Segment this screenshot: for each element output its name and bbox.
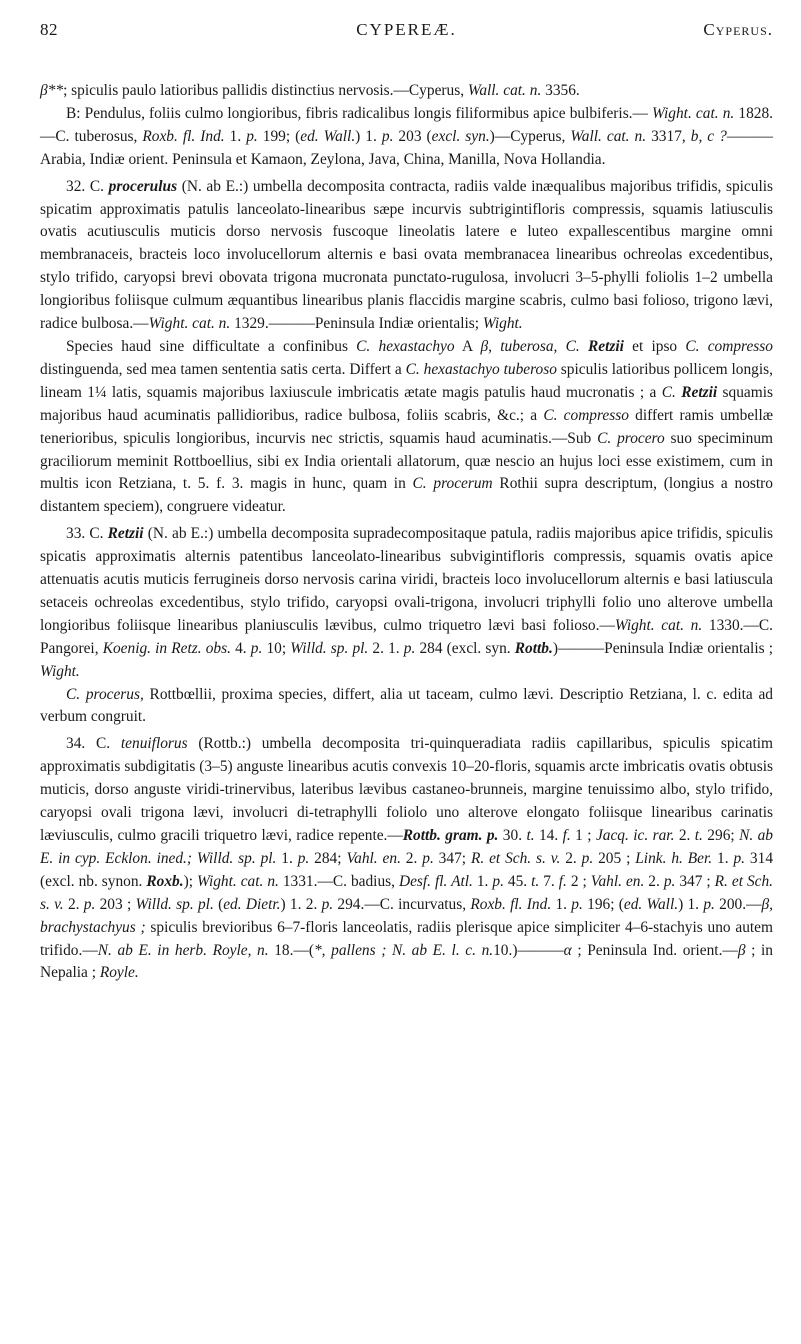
- text-run: Wight.: [482, 315, 523, 333]
- text-run: β, tuberosa, C.: [480, 337, 580, 355]
- text-run: 32. C.: [66, 177, 109, 195]
- text-run: Vahl. en.: [346, 849, 401, 867]
- text-run: p.: [422, 849, 434, 867]
- paragraph-species-33-notes: [40, 684, 773, 730]
- text-run: ; in Nepalia ;: [40, 941, 773, 982]
- text-run: 2 ;: [566, 872, 591, 890]
- text-run: 314 (excl. nb. synon.: [40, 849, 774, 890]
- text-run: f.: [558, 872, 567, 890]
- text-run: );: [183, 872, 197, 890]
- text-run: Wight. cat. n.: [614, 616, 703, 634]
- text-run: α: [563, 941, 572, 959]
- text-run: Wight. cat. n.: [148, 315, 231, 333]
- text-run: 284;: [309, 849, 347, 867]
- text-run: Retzii: [587, 337, 624, 355]
- text-run: 1329.———Peninsula Indiæ orientalis;: [230, 315, 483, 333]
- text-run: 2.: [674, 827, 695, 844]
- text-run: A: [454, 337, 481, 355]
- text-run: Species haud sine difficultate a confinibus: [66, 337, 357, 355]
- text-run: N. ab E. in cyp. Ecklon. ined.; Willd. sp. pl.: [40, 827, 773, 867]
- text-run: t.: [531, 872, 540, 890]
- text-run: N. ab E. in herb. Royle, n.: [97, 941, 269, 959]
- text-run: )—Cyperus,: [489, 127, 571, 145]
- text-run: Royle.: [99, 964, 139, 982]
- text-run: 196; (: [582, 895, 624, 913]
- text-run: Rottb.: [514, 639, 553, 657]
- text-run: 4.: [230, 639, 251, 657]
- text-run: 7.: [539, 872, 559, 890]
- text-run: 1828.—C. tuberosus,: [40, 104, 773, 145]
- text-run: 45.: [503, 872, 532, 890]
- text-run: 199; (: [257, 127, 301, 145]
- text-run: Wight. cat. n.: [196, 872, 279, 890]
- text-run: ed. Dietr.: [223, 895, 281, 913]
- text-run: p.: [381, 127, 394, 145]
- text-run: 1 ;: [570, 827, 596, 844]
- text-run: f.: [562, 827, 571, 844]
- text-run: p.: [492, 872, 504, 890]
- text-run: 10.)———: [493, 941, 564, 959]
- text-run: p.: [297, 849, 310, 867]
- text-run: Rothii supra descriptum, (longius a nostro distantem speciem), congruere videatur.: [40, 475, 773, 516]
- text-run: p.: [250, 639, 263, 657]
- text-run: 296;: [702, 827, 740, 844]
- text-run: 1.: [712, 849, 734, 867]
- text-run: Wight. cat. n.: [652, 104, 735, 122]
- text-run: 10;: [262, 639, 291, 657]
- text-run: )———Peninsula Indiæ orientalis ;: [552, 639, 774, 657]
- text-run: 200.—: [714, 895, 762, 913]
- text-run: 30.: [498, 827, 527, 844]
- text-run: p.: [83, 895, 96, 913]
- text-run: Jacq. ic. rar.: [595, 827, 675, 844]
- text-run: 3356.: [541, 82, 580, 99]
- text-run: C. hexastachyo tuberoso: [405, 360, 557, 378]
- text-run: β, brachystachyus ;: [40, 895, 773, 936]
- text-run: Link. h. Ber.: [635, 849, 713, 867]
- text-run: (: [213, 895, 224, 913]
- text-run: spiculis latioribus pollicem longis, lineam 1¼ latis, squamis majoribus laxiuscule imbricatis ætate magis patulis haud mucronatis ; a: [40, 360, 773, 401]
- text-run: (N. ab E.:) umbella decomposita contracta, radiis valde inæqualibus majoribus trifidis, spiculis spicatim approximatis patulis lanceolato-linearibus sæpe incurvis subtrigintifloris compressis, squamis latiusculis ovatis acutiusculis muticis dorso nervosis fuscoque lineolatis latere e luteo expallescentibus margine omni membranaceis, bracteis loco involucellorum alternis e basi ovata membranacea linearibus ochreolas excedentibus, stylo trifido, caryopsi brevi obovata trigona mucronata punctato-rugulosa, involucri 3–5-phylli foliolis 1–2 umbella longioribus foliisque culmum æquantibus linearibus planis flaccidis margine scabris, culmo basi folioso, trigono lævi, radice bulbosa.—: [40, 177, 773, 333]
- text-run: b, c ?: [690, 127, 727, 145]
- text-run: 203 (: [393, 127, 432, 145]
- text-run: p.: [581, 849, 594, 867]
- text-run: 1.: [551, 895, 572, 913]
- text-run: (N. ab E.:) umbella decomposita supradecompositaque patula, radiis majoribus apice trifidis, spiculis spicatis approximatis alternis patentibus lanceolato-linearibus subvigintifloris compressis, squamis ovatis apice attenuatis acutis muticis ferrugineis dorso nervosis carina viridi, bracteis loco involucellorum alternis e basi latiuscula setaceis ochreolas excedentibus, stylo trifido, caryopsi ovali-trigona, involucri triphylli folio uno alterove umbella longioribus foliisque linearibus planiusculis lævibus, culmo triquetro lævi basi folioso.—: [40, 525, 774, 634]
- text-run: p.: [733, 849, 746, 867]
- text-run: [580, 338, 588, 355]
- text-run: C. compresso: [685, 337, 773, 355]
- text-run: C. hexastachyo: [356, 337, 455, 355]
- text-run: C. procero: [597, 429, 665, 447]
- text-run: 1.: [472, 872, 493, 890]
- text-run: ———Arabia, Indiæ orient. Peninsula et Kamaon, Zeylona, Java, China, Manilla, Nova Hollandia.: [40, 127, 774, 168]
- text-run: p.: [703, 895, 715, 913]
- text-run: 203 ;: [95, 895, 136, 913]
- text-run: 2.: [400, 849, 423, 867]
- text-run: differt ramis umbellæ tenerioribus, spiculis longioribus, incurvis nec strictis, squamis haud acuminatis.—Sub: [40, 406, 773, 447]
- text-run: Willd. sp. pl.: [290, 639, 369, 657]
- text-run: R. et Sch. s. v.: [40, 872, 774, 913]
- text-run: Retzii: [107, 525, 144, 543]
- section-title: Cyperus.: [703, 20, 773, 39]
- text-run: ) 1.: [678, 895, 704, 913]
- text-run: 33. C.: [66, 525, 108, 543]
- text-run: 2.: [63, 895, 84, 913]
- text-run: Roxb. fl. Ind.: [470, 895, 552, 913]
- text-run: excl. syn.: [431, 127, 490, 145]
- paragraph-species-34: [40, 733, 773, 985]
- text-run: Vahl. en.: [590, 872, 645, 890]
- paragraph-species-32: [40, 176, 773, 336]
- text-run: C. compresso: [543, 406, 629, 424]
- text-run: tenuiflorus: [120, 735, 188, 753]
- text-run: 34. C.: [66, 735, 121, 753]
- text-run: spiculis brevioribus 6–7-floris lanceolatis, radiis plerisque apice simpliciter 4–6-stachyis uno autem trifido.—: [40, 918, 773, 959]
- text-run: 1.: [224, 127, 247, 145]
- text-run: 2.: [644, 872, 664, 890]
- text-run: p.: [321, 895, 334, 913]
- text-run: 1330.—C. Pangorei,: [40, 616, 774, 657]
- text-run: p.: [663, 872, 676, 890]
- text-run: t.: [526, 827, 535, 844]
- text-run: *, pallens ; N. ab E. l. c. n.: [313, 941, 494, 959]
- running-head: [40, 20, 773, 46]
- text-run: C. procerum: [412, 475, 493, 493]
- page-number: 82: [40, 20, 58, 39]
- text-run: Desf. fl. Atl.: [398, 872, 473, 890]
- text-run: distinguenda, sed mea tamen sententia satis certa. Differt a: [40, 360, 406, 378]
- text-run: Wight.: [40, 662, 80, 680]
- text-run: **: [47, 82, 64, 99]
- body-text: [40, 80, 773, 985]
- text-run: ; Peninsula Ind. orient.—: [571, 941, 738, 959]
- text-run: Koenig. in Retz. obs.: [102, 639, 231, 657]
- text-run: Retzii: [681, 383, 718, 401]
- text-run: 294.—C. incurvatus,: [333, 895, 471, 913]
- text-run: p.: [246, 127, 258, 145]
- text-run: B: Pendulus, foliis culmo longioribus, fibris radicalibus longis filiformibus apice bulbiferis.—: [66, 104, 653, 122]
- text-run: 18.—(: [268, 941, 314, 959]
- text-run: 1331.—C. badius,: [278, 872, 399, 890]
- text-run: et ipso: [623, 337, 686, 355]
- text-run: 14.: [534, 827, 563, 844]
- text-run: t.: [694, 827, 703, 844]
- text-run: procerulus: [108, 177, 178, 195]
- text-run: 205 ;: [593, 849, 636, 867]
- text-run: ) 1. 2.: [280, 895, 322, 913]
- text-run: ed. Wall.: [300, 127, 356, 145]
- text-run: p.: [403, 639, 416, 657]
- text-run: Rottb. gram. p.: [402, 827, 499, 844]
- text-run: R. et Sch. s. v.: [470, 849, 561, 867]
- text-run: ; spiculis paulo latioribus pallidis distinctius nervosis.—Cyperus,: [63, 82, 468, 99]
- text-run: squamis majoribus haud acuminatis pallidioribus, radice bulbosa, foliis scabris, &c.; a: [40, 383, 773, 424]
- text-run: β: [737, 941, 746, 959]
- text-run: (Rottb.:) umbella decomposita tri-quinqueradiata radiis capillaribus, spiculis spicatim approximatis subdigitatis (3–5) anguste linearibus acutis convexis 10–20-floris, squamis arcte imbricatis ovatis obtusis muticis, dorso anguste viridi-trinervibus, lateribus lævibus castaneo-brunneis, margine tenuissimo albo, stylo trifido, caryopsi ovali trigona lævi, involucri di-tetraphylli foliolo uno alterove elongato foliisque linearibus carinatis læviusculis, culmo gracili triquetro lævi, radice repente.—: [40, 735, 774, 844]
- paragraph-beta-variety: [40, 80, 773, 103]
- text-run: ) 1.: [355, 127, 382, 145]
- text-run: p.: [571, 895, 583, 913]
- text-run: Roxb. fl. Ind.: [142, 127, 225, 145]
- text-run: Willd. sp. pl.: [135, 895, 214, 913]
- text-run: 347 ;: [675, 872, 715, 890]
- text-run: Wall. cat. n.: [467, 82, 542, 99]
- text-run: 347;: [433, 849, 471, 867]
- text-run: 1.: [276, 849, 298, 867]
- text-run: 2. 1.: [368, 639, 404, 657]
- text-run: C. procerus,: [66, 685, 144, 703]
- text-run: Rottbœllii, proxima species, differt, alia ut taceam, culmo lævi. Descriptio Retziana, l. c. edita ad verbum congruit.: [40, 685, 773, 726]
- text-run: C.: [661, 383, 676, 401]
- text-run: 3317,: [646, 127, 691, 145]
- text-run: 2.: [560, 849, 582, 867]
- page-title: CYPEREÆ.: [356, 20, 457, 39]
- paragraph-species-32-notes: [40, 336, 773, 519]
- text-run: 284 (excl. syn.: [415, 639, 515, 657]
- paragraph-variety-b: [40, 103, 773, 172]
- text-run: β: [40, 82, 48, 99]
- text-run: Roxb.: [146, 872, 184, 890]
- text-run: suo speciminum graciliorum meminit Rottboellius, sibi ex India orientali allatorum, quæ nescio an hujus loci esse existimem, cum in multis icon Retziana, t. 5. f. 3. magis in hunc, quam in: [40, 429, 773, 493]
- paragraph-species-33: [40, 523, 773, 683]
- text-run: ed. Wall.: [623, 895, 679, 913]
- text-run: Wall. cat. n.: [570, 127, 647, 145]
